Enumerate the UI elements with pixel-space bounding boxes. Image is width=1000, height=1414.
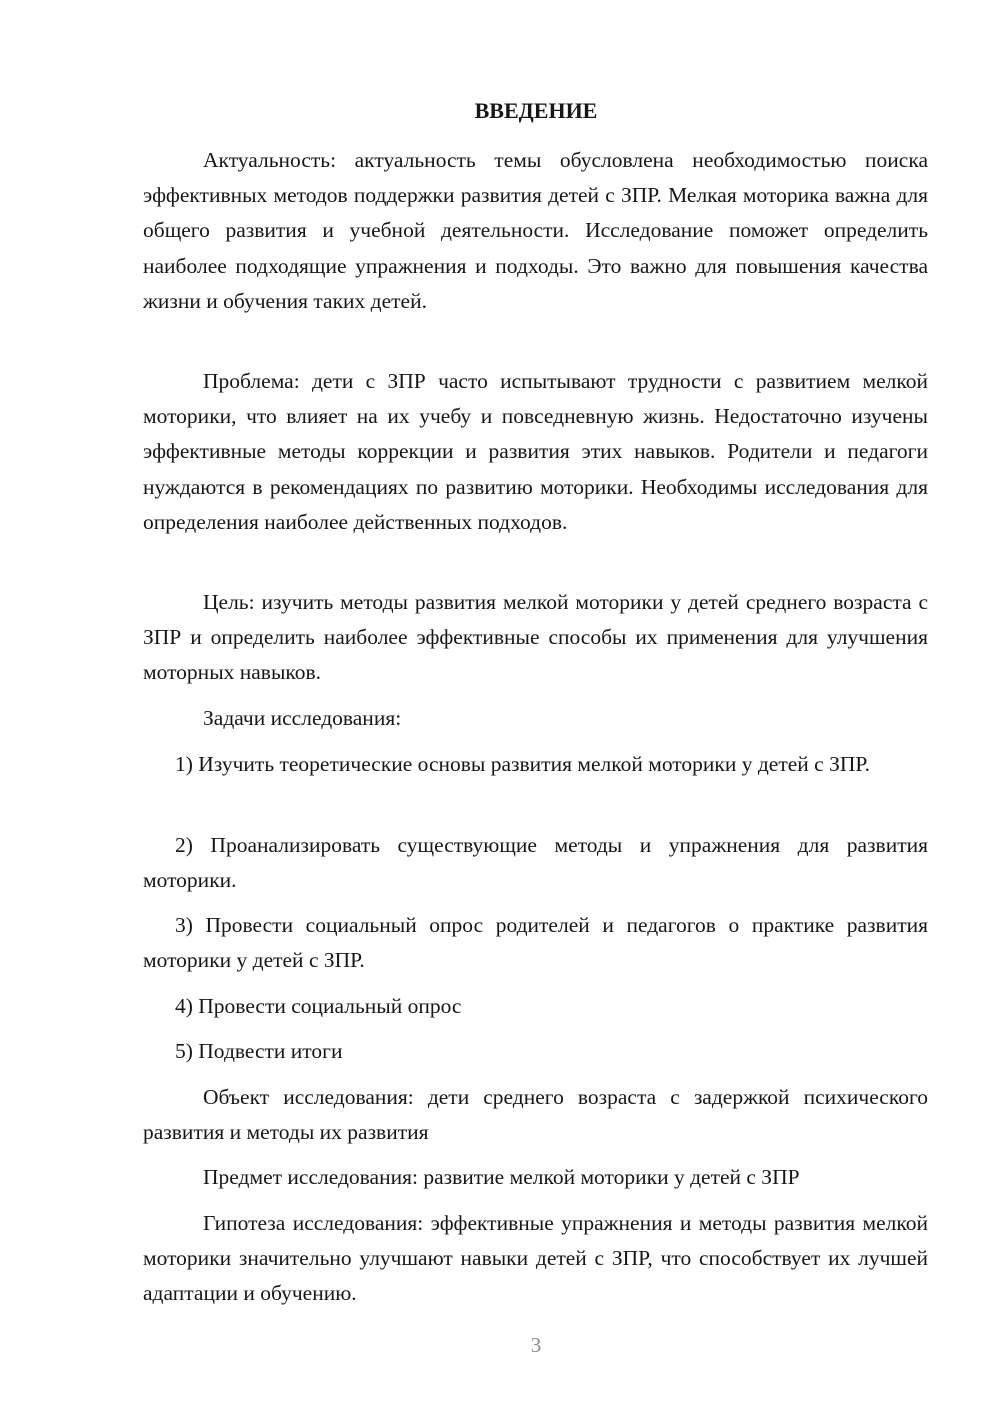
task-item-1: 1) Изучить теоретические основы развития мелкой моторики у детей с ЗПР. bbox=[175, 752, 871, 776]
paragraph-goal: Цель: изучить методы развития мелкой моторики у детей среднего возраста с ЗПР и определить наиболее эффективные способы их применения для улучшения моторных навыков. bbox=[143, 590, 928, 685]
tasks-heading: Задачи исследования: bbox=[203, 706, 402, 730]
paragraph-object: Объект исследования: дети среднего возраста с задержкой психического развития и методы их развития bbox=[143, 1085, 928, 1145]
task-item-4: 4) Провести социальный опрос bbox=[175, 994, 462, 1018]
paragraph-problem: Проблема: дети с ЗПР часто испытывают трудности с развитием мелкой моторики, что влияет на их учебу и повседневную жизнь. Недостаточно изучены эффективные методы коррекции и развития этих навыков. Родители и педагоги нуждаются в рекомендациях по развитию моторики. Необходимы исследования для определения наиболее действенных подходов. bbox=[143, 369, 928, 534]
page-number: 3 bbox=[530, 1333, 542, 1357]
paragraph-subject: Предмет исследования: развитие мелкой моторики у детей с ЗПР bbox=[203, 1165, 800, 1189]
paragraph-relevance: Актуальность: актуальность темы обусловлена необходимостью поиска эффективных методов поддержки развития детей с ЗПР. Мелкая моторика важна для общего развития и учебной деятельности. Исследование поможет определить наиболее подходящие упражнения и подходы. Это важно для повышения качества жизни и обучения таких детей. bbox=[143, 148, 928, 313]
section-title: ВВЕДЕНИЕ bbox=[474, 98, 598, 123]
task-item-2: 2) Проанализировать существующие методы и упражнения для развития моторики. bbox=[143, 833, 928, 893]
task-item-3: 3) Провести социальный опрос родителей и педагогов о практике развития моторики у детей с ЗПР. bbox=[143, 913, 928, 973]
task-item-5: 5) Подвести итоги bbox=[175, 1039, 343, 1063]
paragraph-hypothesis: Гипотеза исследования: эффективные упражнения и методы развития мелкой моторики значительно улучшают навыки детей с ЗПР, что способствует их лучшей адаптации и обучению. bbox=[143, 1211, 928, 1306]
